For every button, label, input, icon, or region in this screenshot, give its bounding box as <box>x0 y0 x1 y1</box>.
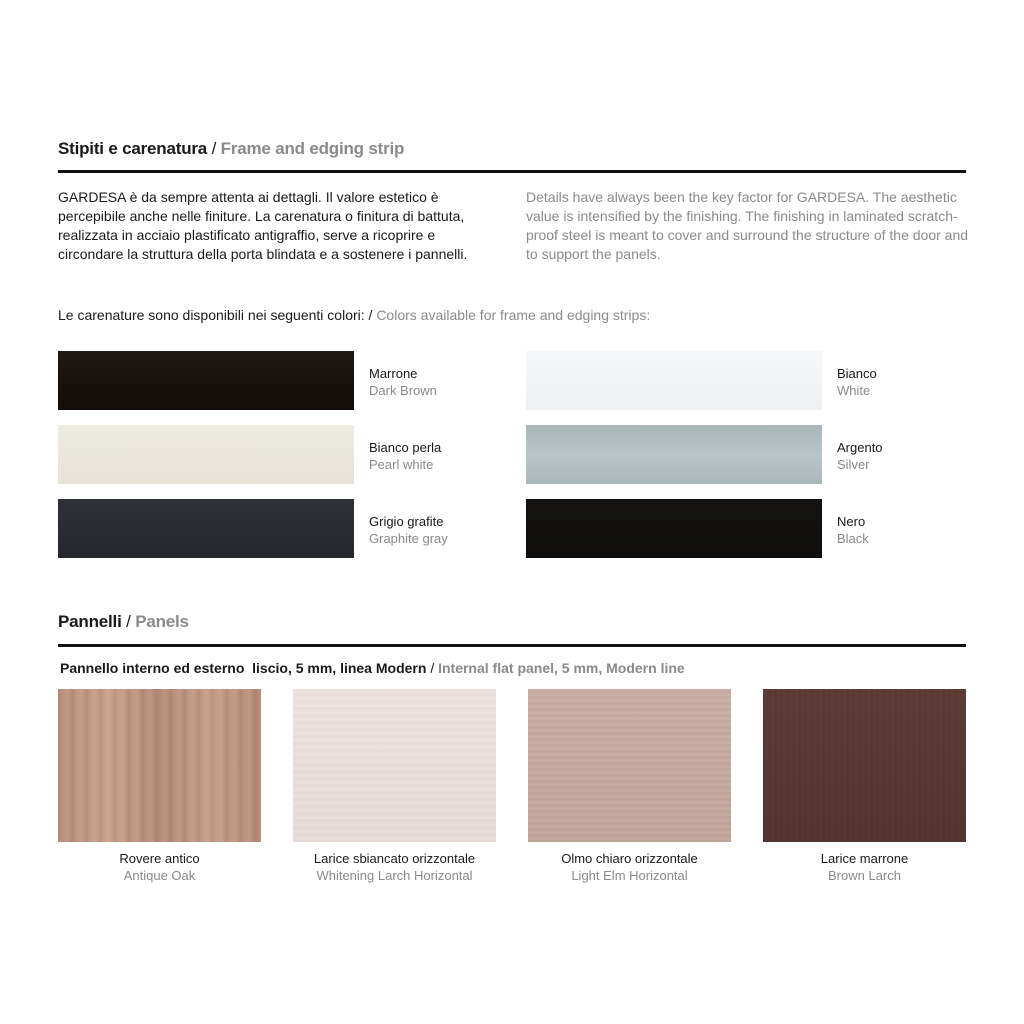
swatch-name-en: White <box>837 383 871 398</box>
frame-title-it: Stipiti e carenatura <box>58 139 208 158</box>
frame-description-it: GARDESA è da sempre attenta ai dettagli. Il valore estetico è percepibile anche nelle finiture. La carenatura o finitura di battuta, realizzata in acciaio plastificato antigraffio, serve a ricoprire e circondare la struttura della porta blindata e a sostenere i pannelli. <box>58 189 468 262</box>
swatch-name-en: Pearl white <box>369 457 434 472</box>
panel-label-larice-marrone <box>763 850 966 884</box>
swatch-argento <box>526 425 822 484</box>
panel-larice-sbiancato <box>293 689 496 842</box>
panels-subtitle <box>60 660 685 676</box>
panel-name-en: Whitening Larch Horizontal <box>316 868 473 883</box>
frame-title-en: Frame and edging strip <box>220 139 405 158</box>
panel-label-olmo-chiaro <box>528 850 731 884</box>
panel-name-it: Larice sbiancato orizzontale <box>313 851 476 866</box>
swatch-name-it: Argento <box>837 440 883 455</box>
frame-description-en: Details have always been the key factor for GARDESA. The aesthetic value is intensified by the finishing. The finishing in laminated scratch-proof steel is meant to cover and surround the structure of the door and to support the panels. <box>526 189 969 262</box>
colors-available-it: Le carenature sono disponibili nei seguenti colori: <box>58 307 365 323</box>
swatch-name-it: Bianco <box>837 366 877 381</box>
panel-olmo-chiaro <box>528 689 731 842</box>
swatch-bianco-perla <box>58 425 354 484</box>
swatch-name-en: Black <box>837 531 869 546</box>
colors-available-en: Colors available for frame and edging strips: <box>376 307 651 323</box>
panel-name-en: Antique Oak <box>123 868 196 883</box>
panel-label-rovere-antico <box>58 850 261 884</box>
colors-available-heading <box>58 307 650 323</box>
panel-name-it: Rovere antico <box>119 851 200 866</box>
swatch-name-en: Graphite gray <box>369 531 448 546</box>
panel-name-it: Larice marrone <box>820 851 909 866</box>
colors-available-separator: / <box>368 307 373 323</box>
swatch-label-bianco-perla <box>369 439 441 473</box>
panels-subtitle-en: Internal flat panel, 5 mm, Modern line <box>438 660 685 676</box>
frame-section-title <box>58 139 966 159</box>
panels-title-it: Pannelli <box>58 612 122 631</box>
panel-larice-marrone <box>763 689 966 842</box>
swatch-name-it: Grigio grafite <box>369 514 444 529</box>
swatch-label-marrone <box>369 365 437 399</box>
swatch-bianco <box>526 351 822 410</box>
swatch-grigio-grafite <box>58 499 354 558</box>
panels-subtitle-separator: / <box>430 660 435 676</box>
swatch-nero <box>526 499 822 558</box>
swatch-label-argento <box>837 439 883 473</box>
title-separator: / <box>211 139 217 158</box>
frame-section-rule <box>58 170 966 173</box>
panel-rovere-antico <box>58 689 261 842</box>
swatch-label-nero <box>837 513 869 547</box>
swatch-name-en: Dark Brown <box>369 383 437 398</box>
panel-name-en: Light Elm Horizontal <box>571 868 688 883</box>
swatch-label-grigio-grafite <box>369 513 448 547</box>
panels-section-title <box>58 612 966 632</box>
swatch-name-it: Nero <box>837 514 866 529</box>
swatch-name-it: Bianco perla <box>369 440 442 455</box>
panel-name-it: Olmo chiaro orizzontale <box>561 851 698 866</box>
panels-subtitle-it: Pannello interno ed esterno liscio, 5 mm, linea Modern <box>60 660 427 676</box>
panels-section-rule <box>58 644 966 647</box>
swatch-label-bianco <box>837 365 877 399</box>
panel-label-larice-sbiancato <box>293 850 496 884</box>
swatch-name-it: Marrone <box>369 366 418 381</box>
panel-name-en: Brown Larch <box>828 868 901 883</box>
swatch-name-en: Silver <box>837 457 870 472</box>
panels-title-en: Panels <box>135 612 189 631</box>
swatch-marrone <box>58 351 354 410</box>
title-separator: / <box>126 612 131 631</box>
